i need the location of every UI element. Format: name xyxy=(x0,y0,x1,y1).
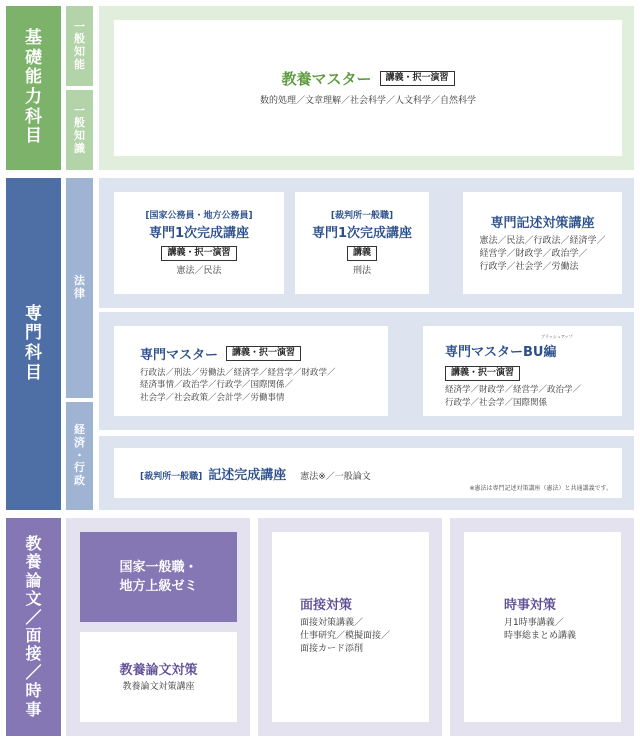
course-prefix: [国家公務員・地方公務員] xyxy=(145,210,253,221)
label-char: 科 xyxy=(25,343,42,363)
section-label-ippan-chino xyxy=(66,6,93,86)
label-char: 知 xyxy=(74,45,85,58)
subject-line: 経済学／財政学／経営学／政治学／ xyxy=(445,385,582,396)
label-char: 政 xyxy=(74,473,85,487)
label-char: 専 xyxy=(25,303,42,324)
label-char: 一 xyxy=(74,19,85,33)
subject-line: 仕事研究／模擬面接／ xyxy=(300,631,391,642)
course-title-line: 地方上級ゼミ xyxy=(119,579,198,594)
label-char: 礎 xyxy=(25,47,42,68)
label-char: 面 xyxy=(25,626,42,645)
course-senmon-master-bu[interactable] xyxy=(423,326,622,416)
course-title: 記述完成講座 xyxy=(208,468,287,483)
course-kijutsu-kansei[interactable] xyxy=(114,448,622,498)
course-senmon1-saiban[interactable] xyxy=(295,192,429,294)
label-char: 経 xyxy=(74,423,85,437)
label-char: 事 xyxy=(25,699,42,719)
course-title: 専門記述対策講座 xyxy=(490,215,595,231)
course-title: 専門マスターBU編 xyxy=(445,345,557,360)
course-subjects xyxy=(504,617,621,643)
label-char: 律 xyxy=(74,287,85,300)
course-subjects xyxy=(445,384,622,409)
course-subjects: 憲法／民法 xyxy=(176,266,222,277)
course-prefix: [裁判所一般職] xyxy=(140,472,203,482)
course-title: 専門1次完成講座 xyxy=(148,225,250,241)
course-tag: 講義・択一演習 xyxy=(380,71,455,86)
subject-line: 行政学／社会学／労働法 xyxy=(479,262,579,273)
label-char: 論 xyxy=(25,570,42,590)
section-label-kiso xyxy=(6,6,61,170)
subject-line: 面接対策講義／ xyxy=(300,618,364,628)
section-label-keizai xyxy=(66,402,93,510)
course-tag: 講義・択一演習 xyxy=(226,346,301,361)
course-zemi[interactable] xyxy=(80,532,237,622)
course-kyoyo-master[interactable] xyxy=(114,20,622,156)
subject-line: 時事総まとめ講義 xyxy=(504,631,577,642)
label-char: 科 xyxy=(25,106,42,127)
label-char: 能 xyxy=(25,67,42,88)
course-subjects: 教養論文対策講座 xyxy=(122,682,195,693)
subject-line: 経営学／財政学／政治学／ xyxy=(479,248,588,259)
section-label-kyoyo xyxy=(6,518,61,736)
section-label-senmon xyxy=(6,178,61,510)
subject-line: 社会学／社会政策／会計学／労働事情 xyxy=(140,392,285,403)
label-char: 文 xyxy=(25,589,42,609)
subject-line: 行政法／刑法／労働法／経済学／経営学／財政学／ xyxy=(140,368,336,378)
course-subjects xyxy=(479,235,605,274)
label-char: 門 xyxy=(25,323,42,344)
course-tag: 講義 xyxy=(347,246,377,261)
label-char: 行 xyxy=(74,461,85,475)
course-title: 面接対策 xyxy=(300,598,353,613)
label-char: ／ xyxy=(25,607,42,627)
label-char: ／ xyxy=(25,662,42,682)
section-label-horitsu xyxy=(66,178,93,398)
course-kijutsu-taisaku[interactable] xyxy=(463,192,622,294)
course-ruby: ブラッシュアップ xyxy=(541,334,573,339)
course-tag: 講義・択一演習 xyxy=(445,366,520,381)
label-char: 目 xyxy=(25,126,42,147)
course-mensetsu[interactable] xyxy=(272,532,429,722)
label-char: 識 xyxy=(74,141,85,155)
label-char: 般 xyxy=(74,32,85,46)
subject-line: 月1時事講義／ xyxy=(504,618,564,628)
label-char: 力 xyxy=(25,87,42,107)
label-char: 般 xyxy=(74,116,85,130)
label-char: 法 xyxy=(74,274,85,288)
section-label-ippan-chishiki xyxy=(66,90,93,170)
course-title: 時事対策 xyxy=(504,598,557,613)
subject-line: 面接カード添削 xyxy=(300,644,364,655)
course-title-line: 国家一般職・ xyxy=(119,559,198,575)
course-title: 専門1次完成講座 xyxy=(311,225,413,241)
course-kyoyo-ronbun[interactable] xyxy=(80,632,237,722)
label-char: 時 xyxy=(25,681,42,701)
subject-line: 行政学／社会学／国際関係 xyxy=(445,397,548,408)
course-senmon1-kokka[interactable] xyxy=(114,192,284,294)
label-char: 基 xyxy=(25,28,42,49)
subject-line: 経済事情／政治学／行政学／国際関係／ xyxy=(140,380,294,391)
label-char: 養 xyxy=(25,552,42,572)
course-prefix: [裁判所一般職] xyxy=(330,210,394,221)
course-title: 教養論文対策 xyxy=(119,663,198,679)
course-title: 教養マスター xyxy=(281,69,372,88)
course-tag: 講義・択一演習 xyxy=(161,246,236,261)
label-char: 能 xyxy=(74,57,85,71)
course-title: 専門マスター xyxy=(140,348,219,363)
course-senmon-master[interactable] xyxy=(114,326,388,416)
course-subjects: 刑法 xyxy=(352,266,371,277)
label-char: 済 xyxy=(74,436,85,450)
course-subjects xyxy=(140,367,388,404)
label-char: 接 xyxy=(25,644,42,664)
course-subjects xyxy=(300,617,429,656)
label-char: 一 xyxy=(74,103,85,117)
course-subjects: 数的処理／文章理解／社会科学／人文科学／自然科学 xyxy=(259,95,476,106)
label-char: ・ xyxy=(74,448,85,462)
course-note: ※憲法は専門記述対策講座（憲法）と共通講義です。 xyxy=(469,485,612,492)
course-subjects: 憲法※／一般論文 xyxy=(300,472,371,482)
label-char: 教 xyxy=(25,534,42,554)
label-char: 目 xyxy=(25,362,42,383)
subject-line: 憲法／民法／行政法／経済学／ xyxy=(479,235,606,246)
course-jiji[interactable] xyxy=(464,532,621,722)
label-char: 知 xyxy=(74,129,85,142)
